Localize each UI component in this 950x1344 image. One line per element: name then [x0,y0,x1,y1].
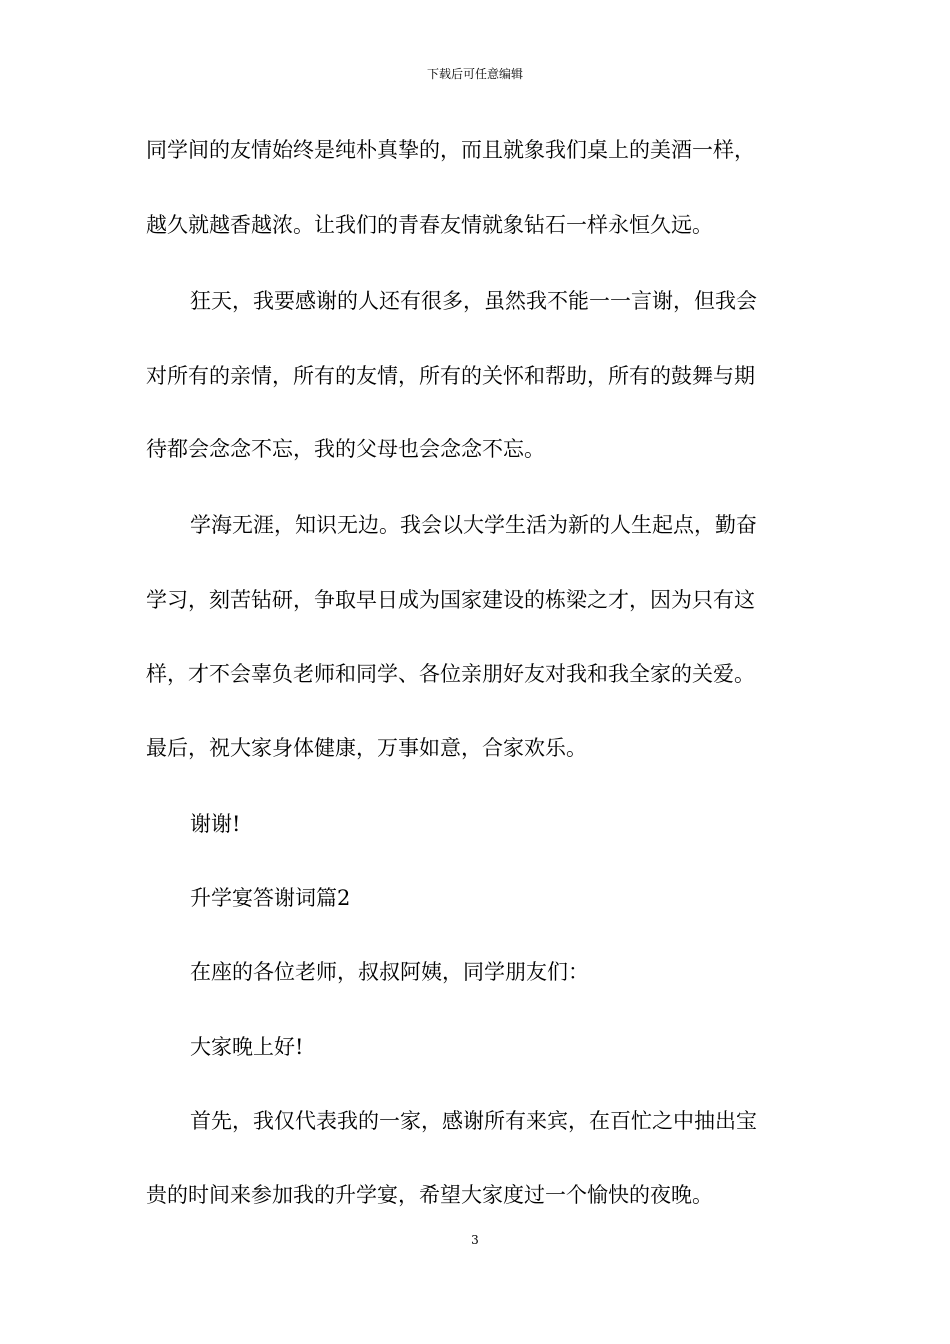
text-line: 最后，祝大家身体健康，万事如意，合家欢乐。 [146,736,587,760]
text-line: 谢谢! [190,812,241,836]
section-heading: 升学宴答谢词篇2 [190,886,351,910]
page-number: 3 [471,1233,479,1247]
text-line: 越久就越香越浓。让我们的青春友情就象钻石一样永恒久远。 [146,213,713,237]
text-line: 对所有的亲情，所有的友情，所有的关怀和帮助，所有的鼓舞与期 [146,364,755,388]
text-line: 同学间的友情始终是纯朴真挚的，而且就象我们桌上的美酒一样， [146,138,755,162]
text-line: 在座的各位老师，叔叔阿姨，同学朋友们： [190,960,589,984]
page-header: 下载后可任意编辑 [426,67,523,81]
text-line: 学习，刻苦钻研，争取早日成为国家建设的栋梁之才，因为只有这 [146,588,755,612]
text-line: 学海无涯，知识无边。我会以大学生活为新的人生起点，勤奋 [190,513,757,537]
text-line: 大家晚上好! [190,1035,304,1059]
text-line: 样，才不会辜负老师和同学、各位亲朋好友对我和我全家的关爱。 [146,662,755,686]
text-line: 待都会念念不忘，我的父母也会念念不忘。 [146,437,545,461]
text-line: 首先，我仅代表我的一家，感谢所有来宾，在百忙之中抽出宝 [190,1109,757,1133]
text-line: 狂天，我要感谢的人还有很多，虽然我不能一一言谢，但我会 [190,289,757,313]
text-line: 贵的时间来参加我的升学宴，希望大家度过一个愉快的夜晚。 [146,1183,713,1207]
